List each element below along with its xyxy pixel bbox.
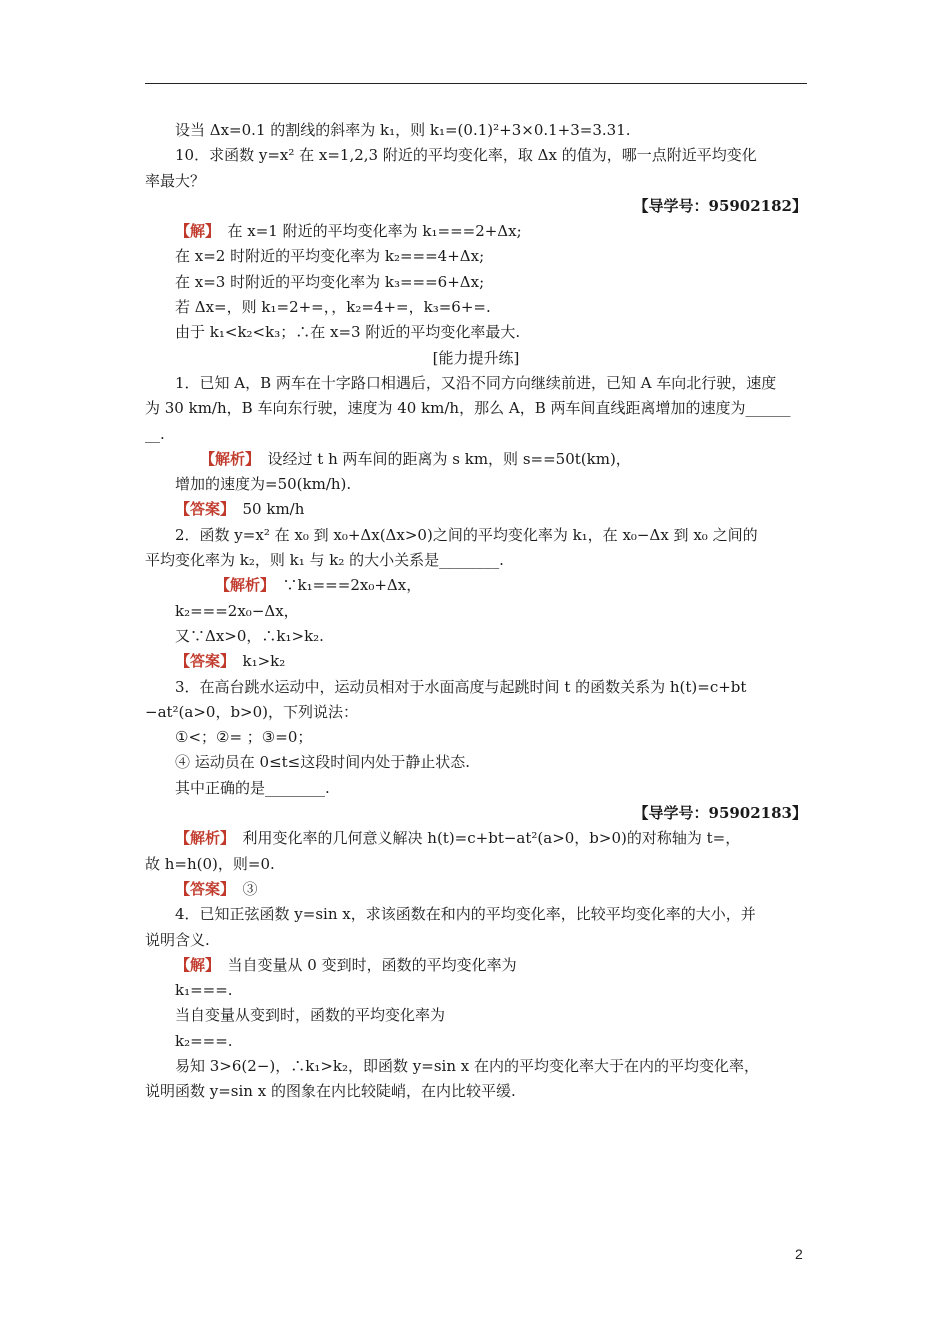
line-text: ∵k₁===2x₀+Δx， [267, 576, 422, 595]
answer-tag: 【解析】 [215, 576, 268, 595]
answer-tag: 【答案】 [175, 879, 228, 898]
text-line [145, 750, 807, 775]
text-line [145, 776, 807, 801]
line-text: 3．在高台跳水运动中，运动员相对于水面高度与起跳时间 t 的函数关系为 h(t)=c+bt [175, 677, 747, 696]
header-rule [145, 83, 807, 84]
text-line [145, 725, 807, 750]
text-line [145, 497, 807, 522]
line-text: 率最大？ [145, 171, 206, 190]
line-text: 增加的速度为=50(km/h). [175, 475, 352, 494]
text-line [145, 649, 807, 674]
answer-tag: 【解】 [175, 955, 213, 974]
line-text: ①<；②= ；③=0； [175, 728, 313, 747]
text-line [145, 320, 807, 345]
text-line [145, 700, 807, 725]
answer-tag: 【解】 [175, 222, 213, 241]
line-text: 在 x=1 附近的平均变化率为 k₁===2+Δx; [212, 222, 522, 241]
line-text: 设当 Δx=0.1 的割线的斜率为 k₁，则 k₁=(0.1)²+3×0.1+3=3.31. [175, 121, 631, 139]
text-line [145, 143, 807, 168]
line-text: 为 30 km/h，B 车向东行驶，速度为 40 km/h，那么 A，B 两车间直线距离增加的速度为______ [145, 399, 791, 418]
text-line [145, 1029, 807, 1054]
text-line [145, 346, 807, 371]
line-text: 2．函数 y=x² 在 x₀ 到 x₀+Δx(Δx>0)之间的平均变化率为 k₁，在 x₀−Δx 到 x₀ 之间的 [175, 525, 758, 544]
line-text: 由于 k₁<k₂<k₃；∴在 x=3 附近的平均变化率最大. [175, 323, 521, 342]
line-text: ③ [227, 879, 258, 898]
line-text: ④ 运动员在 0≤t≤这段时间内处于静止状态. [175, 753, 471, 772]
line-text: k₂===. [175, 1031, 233, 1050]
text-line [145, 675, 807, 700]
text-line [145, 548, 807, 573]
text-line [145, 978, 807, 1003]
line-text: 若 Δx=，则 k₁=2+=，，k₂=4+=，k₃=6+=. [175, 298, 491, 317]
text-line [145, 523, 807, 548]
text-line [145, 422, 807, 447]
line-text: __. [145, 424, 165, 443]
text-line [145, 447, 807, 472]
text-line [145, 877, 807, 902]
line-text: k₁===. [175, 981, 233, 1000]
line-text: 10．求函数 y=x² 在 x=1,2,3 附近的平均变化率，取 Δx 的值为，哪一点附近平均变化 [175, 146, 757, 165]
line-text: 故 h=h(0)，则=0. [145, 854, 275, 873]
line-text: 利用变化率的几何意义解决 h(t)=c+bt−at²(a>0，b>0)的对称轴为 t=， [227, 829, 741, 848]
line-text: 1．已知 A，B 两车在十字路口相遇后，又沿不同方向继续前进，已知 A 车向北行驶，速度 [175, 373, 777, 392]
text-line [145, 599, 807, 624]
text-line [145, 118, 807, 143]
text-line [145, 928, 807, 953]
text-line [145, 472, 807, 497]
text-line [145, 1003, 807, 1028]
text-line [145, 801, 807, 826]
line-text: 易知 3>6(2−)，∴k₁>k₂，即函数 y=sin x 在内的平均变化率大于在内的平均变化率， [175, 1056, 759, 1075]
text-line [145, 244, 807, 269]
line-text: 当自变量从 0 变到时，函数的平均变化率为 [212, 955, 517, 974]
answer-tag: 【答案】 [175, 652, 228, 671]
line-text: k₁>k₂ [227, 652, 286, 671]
line-text: 设经过 t h 两车间的距离为 s km，则 s==50t(km)， [252, 449, 631, 468]
page-number: 2 [795, 1246, 803, 1262]
text-line [145, 953, 807, 978]
line-text: 在 x=3 时附近的平均变化率为 k₃===6+Δx; [175, 272, 485, 291]
line-text: 【导学号：95902183】 [633, 804, 807, 823]
line-text: 【导学号：95902182】 [633, 196, 807, 215]
text-line [145, 902, 807, 927]
line-text: 平均变化率为 k₂，则 k₁ 与 k₂ 的大小关系是________. [145, 551, 504, 570]
line-text: −at²(a>0，b>0)，下列说法： [145, 702, 359, 721]
page-body [145, 118, 807, 1105]
line-text: 其中正确的是________. [175, 778, 330, 797]
line-text: 当自变量从变到时，函数的平均变化率为 [175, 1006, 446, 1025]
text-line [145, 624, 807, 649]
line-text: 4．已知正弦函数 y=sin x，求该函数在和内的平均变化率，比较平均变化率的大小，并 [175, 905, 756, 924]
text-line [145, 826, 807, 851]
text-line [145, 1054, 807, 1079]
text-line [145, 396, 807, 421]
answer-tag: 【答案】 [175, 500, 228, 519]
text-line [145, 270, 807, 295]
line-text: 在 x=2 时附近的平均变化率为 k₂===4+Δx; [175, 247, 485, 266]
text-line [145, 573, 807, 598]
answer-tag: 【解析】 [200, 449, 253, 468]
line-text: 说明函数 y=sin x 的图象在内比较陡峭，在内比较平缓. [145, 1082, 516, 1101]
answer-tag: 【解析】 [175, 829, 228, 848]
text-line [145, 194, 807, 219]
line-text: k₂===2x₀−Δx， [175, 601, 299, 620]
line-text: 50 km/h [227, 500, 305, 519]
text-line [145, 852, 807, 877]
line-text: [能力提升练] [432, 348, 520, 367]
text-line [145, 371, 807, 396]
text-line [145, 1079, 807, 1104]
text-line [145, 169, 807, 194]
text-line [145, 295, 807, 320]
line-text: 又∵Δx>0，∴k₁>k₂. [175, 626, 324, 645]
line-text: 说明含义. [145, 930, 210, 949]
text-line [145, 219, 807, 244]
